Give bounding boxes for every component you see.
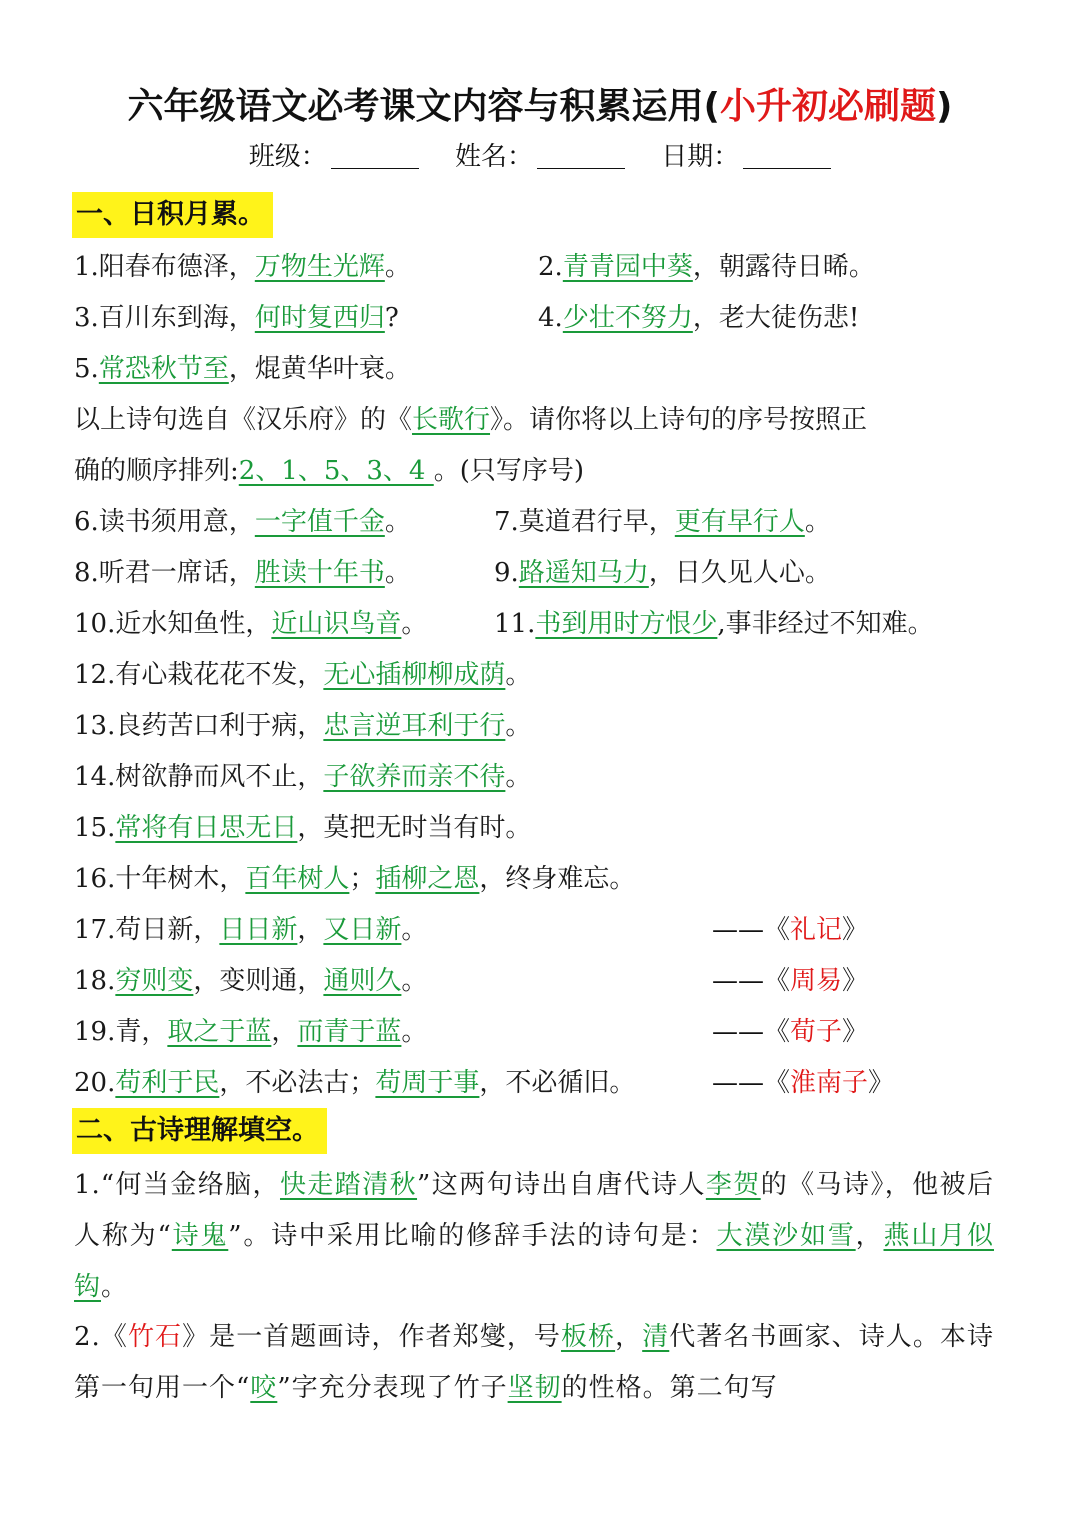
item-text: 的性格。第二句写 — [561, 1373, 778, 1403]
item-text: 15. — [74, 813, 116, 843]
item-text: 3.百川东到海， — [74, 303, 255, 333]
answer: 苟周于事 — [375, 1068, 480, 1098]
item-18 — [74, 961, 427, 1001]
item-text: 。 — [401, 1017, 428, 1047]
answer: 路遥知马力 — [518, 558, 649, 588]
source-18 — [712, 961, 868, 1001]
item-text: 16.十年树木， — [74, 864, 246, 894]
item-text: ，终身难忘。 — [479, 864, 636, 894]
source-end: 》 — [868, 1068, 895, 1098]
order-question-line-2 — [74, 451, 584, 491]
item-text: 6.读书须用意， — [74, 507, 255, 537]
item-text: 1.“何当金络脑， — [74, 1170, 280, 1200]
answer: 百年树人 — [245, 864, 350, 894]
item-text: ，不必法古； — [219, 1068, 376, 1098]
item-text: 。 — [505, 711, 532, 741]
item-14 — [74, 757, 531, 797]
item-text: ，老大徒伤悲! — [692, 303, 860, 333]
answer: 燕山月似钩 — [74, 1221, 994, 1302]
item-5 — [74, 349, 411, 389]
item-text: 。 — [384, 252, 411, 282]
order-question-line-1 — [74, 400, 867, 440]
item-16 — [74, 859, 635, 899]
item-text: 20. — [74, 1068, 116, 1098]
source-17 — [712, 910, 868, 950]
item-text: 确的顺序排列: — [74, 456, 239, 486]
class-blank[interactable] — [331, 146, 419, 169]
item-11 — [494, 604, 934, 644]
class-field[interactable] — [249, 136, 419, 173]
answer: 一字值千金 — [254, 507, 385, 537]
item-text: 5. — [74, 354, 99, 384]
answer: 少壮不努力 — [562, 303, 693, 333]
answer: 2、1、5、3、4 — [238, 456, 434, 486]
item-text: ”。诗中采用比喻的修辞手法的诗句是： — [228, 1221, 717, 1251]
answer: 取之于蓝 — [167, 1017, 272, 1047]
item-text: 11. — [494, 609, 536, 639]
student-info-row — [0, 136, 1080, 173]
answer: 书到用时方恨少 — [535, 609, 718, 639]
item-text: ，焜黄华叶衰。 — [228, 354, 411, 384]
item-4 — [538, 298, 859, 338]
item-text: 19.青， — [74, 1017, 168, 1047]
item-text: 8.听君一席话， — [74, 558, 255, 588]
title-accent: 小升初必刷题 — [720, 86, 937, 127]
answer: 插柳之恩 — [375, 864, 480, 894]
item-text: 1.阳春布德泽， — [74, 252, 255, 282]
answer: 穷则变 — [115, 966, 194, 996]
item-text: 。 — [505, 660, 532, 690]
poem-title: 竹石 — [127, 1322, 183, 1352]
question-2 — [74, 1312, 994, 1414]
item-text: 9. — [494, 558, 519, 588]
item-text: ，莫把无时当有时。 — [297, 813, 532, 843]
answer: 苟利于民 — [115, 1068, 220, 1098]
item-1 — [74, 247, 411, 287]
answer: 子欲养而亲不待 — [323, 762, 506, 792]
source-dash: ——《 — [712, 1068, 791, 1098]
answer: 坚韧 — [507, 1373, 562, 1403]
item-text: 。 — [804, 507, 831, 537]
item-text: 。 — [101, 1272, 129, 1302]
item-text: ，日久见人心。 — [648, 558, 831, 588]
source-end: 》 — [842, 915, 869, 945]
name-field[interactable] — [455, 136, 625, 173]
item-text: 18. — [74, 966, 116, 996]
item-text: 以上诗句选自《汉乐府》的《 — [74, 405, 413, 435]
item-text: 2.《 — [74, 1322, 128, 1352]
answer: 何时复西归 — [254, 303, 385, 333]
item-text: 12.有心栽花花不发， — [74, 660, 324, 690]
item-text: 》是一首题画诗，作者郑燮，号 — [182, 1322, 561, 1352]
class-label: 班级： — [248, 142, 327, 172]
answer: 而青于蓝 — [297, 1017, 402, 1047]
item-text: 17.苟日新， — [74, 915, 220, 945]
item-text: ； — [349, 864, 376, 894]
item-text: ， — [297, 915, 324, 945]
source-19 — [712, 1012, 868, 1052]
item-text: 4. — [538, 303, 563, 333]
section-heading-2: 二、古诗理解填空。 — [72, 1108, 327, 1154]
answer: 忠言逆耳利于行 — [323, 711, 506, 741]
item-text: ，不必循旧。 — [479, 1068, 636, 1098]
source-book: 周易 — [790, 966, 843, 996]
item-10 — [74, 604, 427, 644]
date-field[interactable] — [661, 136, 831, 173]
answer: 咬 — [250, 1373, 278, 1403]
title-main: 六年级语文必考课文内容与积累运用( — [127, 86, 720, 127]
title-end: ) — [936, 86, 953, 127]
date-label: 日期： — [661, 142, 740, 172]
answer: 诗鬼 — [171, 1221, 229, 1251]
item-17 — [74, 910, 427, 950]
item-text: 7.莫道君行早， — [494, 507, 675, 537]
item-text: 的《马诗》，他被后人称为“ — [74, 1170, 994, 1251]
item-7 — [494, 502, 831, 542]
item-text: ，朝露待日晞。 — [692, 252, 875, 282]
answer: 又日新 — [323, 915, 402, 945]
answer: 近山识鸟音 — [271, 609, 402, 639]
page-title — [0, 78, 1080, 129]
answer: 快走踏清秋 — [279, 1170, 418, 1200]
item-text: ， — [615, 1322, 643, 1352]
answer: 日日新 — [219, 915, 298, 945]
answer: 无心插柳柳成荫 — [323, 660, 506, 690]
answer: 胜读十年书 — [254, 558, 385, 588]
source-book: 淮南子 — [790, 1068, 869, 1098]
item-2 — [538, 247, 875, 287]
item-text: 代著名书画家、诗人。本诗第一句用一个“ — [74, 1322, 994, 1403]
item-text: ,事非经过不知难。 — [717, 609, 934, 639]
item-text: 13.良药苦口利于病， — [74, 711, 324, 741]
item-9 — [494, 553, 831, 593]
answer: 李贺 — [705, 1170, 761, 1200]
answer: 更有早行人 — [674, 507, 805, 537]
item-3 — [74, 298, 399, 338]
item-text: ? — [384, 303, 399, 333]
item-text: 》。请你将以上诗句的序号按照正 — [490, 405, 868, 435]
answer: 通则久 — [323, 966, 402, 996]
answer: 清 — [642, 1322, 670, 1352]
answer: 板桥 — [560, 1322, 616, 1352]
source-dash: ——《 — [712, 915, 791, 945]
item-text: ， — [271, 1017, 298, 1047]
section-heading-1: 一、日积月累。 — [72, 192, 273, 238]
item-text: ”这两句诗出自唐代诗人 — [417, 1170, 706, 1200]
item-text: 。 — [505, 762, 532, 792]
source-book: 礼记 — [790, 915, 843, 945]
answer: 长歌行 — [412, 405, 491, 435]
item-text: 。 — [384, 558, 411, 588]
name-label: 姓名： — [454, 142, 533, 172]
item-text: ，变则通， — [193, 966, 324, 996]
source-end: 》 — [842, 966, 869, 996]
item-text: ， — [855, 1221, 884, 1251]
answer: 大漠沙如雪 — [716, 1221, 856, 1251]
answer: 常恐秋节至 — [98, 354, 229, 384]
item-20 — [74, 1063, 635, 1103]
answer: 青青园中葵 — [562, 252, 693, 282]
answer: 万物生光辉 — [254, 252, 385, 282]
item-text: 2. — [538, 252, 563, 282]
item-text: 10.近水知鱼性， — [74, 609, 272, 639]
item-text: 。 — [401, 915, 428, 945]
item-19 — [74, 1012, 427, 1052]
item-text: 。(只写序号) — [433, 456, 585, 486]
item-13 — [74, 706, 531, 746]
source-end: 》 — [842, 1017, 869, 1047]
source-20 — [712, 1063, 894, 1103]
item-8 — [74, 553, 411, 593]
item-text: 。 — [401, 966, 428, 996]
source-book: 荀子 — [790, 1017, 843, 1047]
source-dash: ——《 — [712, 1017, 791, 1047]
item-text: ”字充分表现了竹子 — [277, 1373, 508, 1403]
source-dash: ——《 — [712, 966, 791, 996]
item-text: 。 — [401, 609, 428, 639]
item-6 — [74, 502, 411, 542]
item-text: 。 — [384, 507, 411, 537]
date-blank[interactable] — [743, 146, 831, 169]
item-text: 14.树欲静而风不止， — [74, 762, 324, 792]
question-1 — [74, 1160, 994, 1313]
answer: 常将有日思无日 — [115, 813, 298, 843]
item-15 — [74, 808, 531, 848]
item-12 — [74, 655, 531, 695]
name-blank[interactable] — [537, 146, 625, 169]
